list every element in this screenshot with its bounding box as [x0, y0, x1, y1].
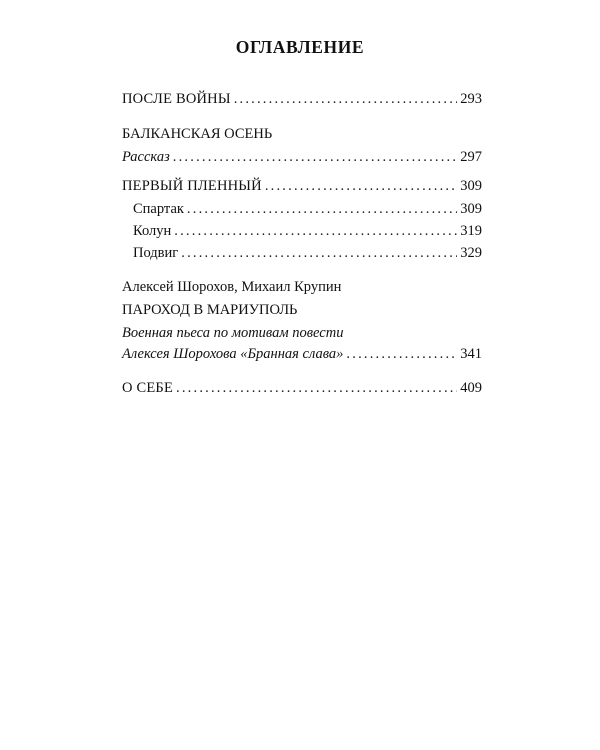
toc-section-parokhod: ПАРОХОД В МАРИУПОЛЬ [122, 302, 298, 318]
toc-play-subtitle: Военная пьеса по мотивам повести [122, 325, 344, 341]
entry-page-number: 409 [460, 380, 482, 396]
entry-page-number: 293 [460, 91, 482, 107]
entry-page-number: 297 [460, 149, 482, 165]
entry-page-number: 319 [460, 223, 482, 239]
toc-section-balkanskaya-osen: БАЛКАНСКАЯ ОСЕНЬ [122, 126, 273, 142]
entry-title: Алексея Шорохова «Бранная слава» [122, 346, 344, 362]
entry-page-number: 309 [460, 201, 482, 217]
dot-leader [346, 343, 457, 365]
dot-leader [174, 220, 457, 242]
toc-entry-pervyi-plennyi [122, 175, 482, 197]
toc-entry-o-sebe [122, 377, 482, 399]
entry-title: Подвиг [133, 245, 179, 261]
dot-leader [234, 88, 458, 110]
entry-title: ПЕРВЫЙ ПЛЕННЫЙ [122, 178, 262, 194]
toc-heading: ОГЛАВЛЕНИЕ [235, 37, 365, 57]
entry-title: Колун [133, 223, 172, 239]
dot-leader [265, 175, 457, 197]
toc-entry-rasskaz [122, 146, 482, 168]
entry-title: О СЕБЕ [122, 380, 174, 396]
entry-title: Спартак [133, 201, 184, 217]
entry-page-number: 341 [460, 346, 482, 362]
entry-page-number: 309 [460, 178, 482, 194]
dot-leader [187, 198, 457, 220]
toc-authors: Алексей Шорохов, Михаил Крупин [122, 279, 342, 295]
dot-leader [176, 377, 457, 399]
entry-page-number: 329 [460, 245, 482, 261]
toc-entry-posle-voiny [122, 88, 482, 110]
toc-entry-play-source [122, 343, 482, 365]
dot-leader [181, 242, 457, 264]
toc-entry-kolun [122, 220, 482, 242]
toc-entry-podvig [122, 242, 482, 264]
dot-leader [173, 146, 457, 168]
entry-title: Рассказ [122, 149, 170, 165]
entry-title: ПОСЛЕ ВОЙНЫ [122, 91, 231, 107]
toc-entry-spartak [122, 198, 482, 220]
